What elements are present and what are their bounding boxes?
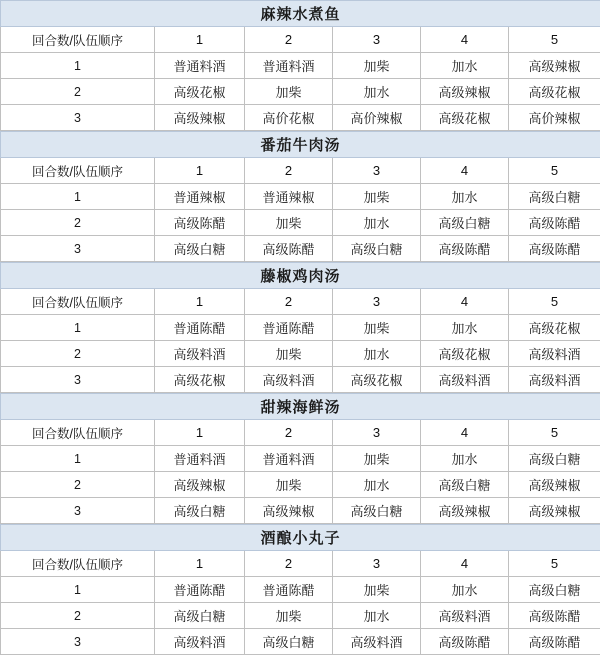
table-cell: 普通料酒 (155, 446, 245, 472)
table-title: 番茄牛肉汤 (1, 132, 600, 158)
row-header-label: 回合数/队伍顺序 (1, 551, 155, 577)
table-header-row (1, 27, 600, 53)
column-header: 1 (155, 420, 245, 446)
table-cell: 高级陈醋 (245, 236, 333, 262)
table-row (1, 315, 600, 341)
table-cell: 加水 (333, 341, 421, 367)
row-header-label: 回合数/队伍顺序 (1, 158, 155, 184)
row-label: 2 (1, 79, 155, 105)
table-cell: 高级花椒 (421, 341, 509, 367)
table-cell: 加水 (333, 472, 421, 498)
table-cell: 高级料酒 (155, 629, 245, 655)
table-cell: 高价辣椒 (333, 105, 421, 131)
table-cell: 高级花椒 (155, 79, 245, 105)
row-header-label: 回合数/队伍顺序 (1, 289, 155, 315)
table-cell: 加水 (421, 577, 509, 603)
row-label: 1 (1, 315, 155, 341)
table-cell: 高级辣椒 (509, 53, 600, 79)
table-title: 甜辣海鲜汤 (1, 394, 600, 420)
table-cell: 加柴 (333, 577, 421, 603)
column-header: 3 (333, 158, 421, 184)
table-cell: 普通料酒 (245, 53, 333, 79)
row-label: 1 (1, 184, 155, 210)
table-row (1, 577, 600, 603)
row-label: 1 (1, 577, 155, 603)
table-row (1, 184, 600, 210)
table-cell: 高级白糖 (155, 498, 245, 524)
table-cell: 加柴 (245, 472, 333, 498)
column-header: 2 (245, 551, 333, 577)
table-cell: 高级花椒 (509, 79, 600, 105)
table-row (1, 498, 600, 524)
table-cell: 高级料酒 (509, 367, 600, 393)
column-header: 1 (155, 158, 245, 184)
row-label: 3 (1, 629, 155, 655)
table-cell: 高级白糖 (155, 603, 245, 629)
table-row (1, 341, 600, 367)
table-cell: 高级辣椒 (155, 472, 245, 498)
table-cell: 高级辣椒 (509, 498, 600, 524)
table-cell: 加水 (421, 184, 509, 210)
table-cell: 高级白糖 (155, 236, 245, 262)
table-title-row (1, 263, 600, 289)
table-cell: 普通陈醋 (245, 315, 333, 341)
column-header: 5 (509, 551, 600, 577)
table-title-row (1, 1, 600, 27)
table-cell: 高级白糖 (245, 629, 333, 655)
table-cell: 加柴 (245, 341, 333, 367)
row-label: 2 (1, 210, 155, 236)
table-row (1, 210, 600, 236)
table-row (1, 53, 600, 79)
table-title: 藤椒鸡肉汤 (1, 263, 600, 289)
table-row (1, 446, 600, 472)
table-cell: 普通辣椒 (155, 184, 245, 210)
table-row (1, 236, 600, 262)
table-title-row (1, 394, 600, 420)
row-header-label: 回合数/队伍顺序 (1, 27, 155, 53)
table-cell: 加柴 (333, 53, 421, 79)
row-label: 3 (1, 236, 155, 262)
table-cell: 高级白糖 (421, 210, 509, 236)
row-label: 1 (1, 53, 155, 79)
table-row (1, 472, 600, 498)
table-cell: 普通陈醋 (155, 577, 245, 603)
table-row (1, 629, 600, 655)
table-cell: 加柴 (245, 210, 333, 236)
column-header: 4 (421, 158, 509, 184)
row-label: 2 (1, 341, 155, 367)
table-cell: 加柴 (245, 603, 333, 629)
table-title: 麻辣水煮鱼 (1, 1, 600, 27)
table-row (1, 603, 600, 629)
table-row (1, 79, 600, 105)
table-header-row (1, 551, 600, 577)
row-label: 3 (1, 498, 155, 524)
column-header: 5 (509, 27, 600, 53)
table-cell: 普通陈醋 (245, 577, 333, 603)
column-header: 3 (333, 551, 421, 577)
table-header-row (1, 420, 600, 446)
column-header: 3 (333, 27, 421, 53)
recipe-table (0, 0, 600, 131)
row-label: 2 (1, 472, 155, 498)
table-cell: 高级辣椒 (421, 79, 509, 105)
table-cell: 高价辣椒 (509, 105, 600, 131)
table-cell: 高级陈醋 (509, 210, 600, 236)
table-title-row (1, 132, 600, 158)
row-label: 1 (1, 446, 155, 472)
recipe-table (0, 262, 600, 393)
column-header: 5 (509, 158, 600, 184)
table-cell: 加水 (421, 53, 509, 79)
table-cell: 高级白糖 (509, 446, 600, 472)
row-header-label: 回合数/队伍顺序 (1, 420, 155, 446)
recipe-table (0, 524, 600, 655)
column-header: 5 (509, 289, 600, 315)
column-header: 4 (421, 289, 509, 315)
table-cell: 加水 (421, 315, 509, 341)
table-cell: 高级花椒 (155, 367, 245, 393)
table-cell: 高级白糖 (509, 184, 600, 210)
table-cell: 高级白糖 (333, 236, 421, 262)
table-cell: 高级料酒 (421, 367, 509, 393)
table-cell: 普通料酒 (155, 53, 245, 79)
table-cell: 加水 (421, 446, 509, 472)
table-cell: 高级陈醋 (421, 236, 509, 262)
table-cell: 高级陈醋 (509, 603, 600, 629)
column-header: 3 (333, 420, 421, 446)
table-cell: 高级花椒 (421, 105, 509, 131)
column-header: 1 (155, 27, 245, 53)
table-cell: 高级花椒 (333, 367, 421, 393)
column-header: 5 (509, 420, 600, 446)
table-cell: 加水 (333, 79, 421, 105)
table-cell: 高级花椒 (509, 315, 600, 341)
table-cell: 高级白糖 (509, 577, 600, 603)
table-title: 酒酿小丸子 (1, 525, 600, 551)
table-title-row (1, 525, 600, 551)
table-cell: 高级陈醋 (509, 629, 600, 655)
column-header: 3 (333, 289, 421, 315)
table-cell: 加柴 (245, 79, 333, 105)
column-header: 4 (421, 27, 509, 53)
column-header: 2 (245, 27, 333, 53)
table-cell: 高级陈醋 (509, 236, 600, 262)
recipe-table (0, 393, 600, 524)
table-cell: 加水 (333, 603, 421, 629)
table-cell: 高级料酒 (421, 603, 509, 629)
table-cell: 普通料酒 (245, 446, 333, 472)
table-cell: 普通陈醋 (155, 315, 245, 341)
table-cell: 加柴 (333, 446, 421, 472)
table-row (1, 105, 600, 131)
table-cell: 高级料酒 (245, 367, 333, 393)
column-header: 2 (245, 289, 333, 315)
table-cell: 高级辣椒 (421, 498, 509, 524)
column-header: 1 (155, 289, 245, 315)
table-header-row (1, 289, 600, 315)
table-cell: 加柴 (333, 315, 421, 341)
table-cell: 高级料酒 (509, 341, 600, 367)
table-cell: 加柴 (333, 184, 421, 210)
table-header-row (1, 158, 600, 184)
table-cell: 高级白糖 (333, 498, 421, 524)
table-cell: 高级辣椒 (509, 472, 600, 498)
column-header: 2 (245, 158, 333, 184)
row-label: 3 (1, 367, 155, 393)
table-row (1, 367, 600, 393)
row-label: 2 (1, 603, 155, 629)
table-cell: 高级辣椒 (155, 105, 245, 131)
column-header: 2 (245, 420, 333, 446)
table-cell: 高价花椒 (245, 105, 333, 131)
table-cell: 高级辣椒 (245, 498, 333, 524)
recipe-table (0, 131, 600, 262)
column-header: 4 (421, 420, 509, 446)
table-cell: 高级陈醋 (421, 629, 509, 655)
column-header: 1 (155, 551, 245, 577)
table-cell: 高级料酒 (155, 341, 245, 367)
table-cell: 加水 (333, 210, 421, 236)
table-cell: 高级陈醋 (155, 210, 245, 236)
table-cell: 普通辣椒 (245, 184, 333, 210)
column-header: 4 (421, 551, 509, 577)
table-cell: 高级料酒 (333, 629, 421, 655)
row-label: 3 (1, 105, 155, 131)
table-cell: 高级白糖 (421, 472, 509, 498)
